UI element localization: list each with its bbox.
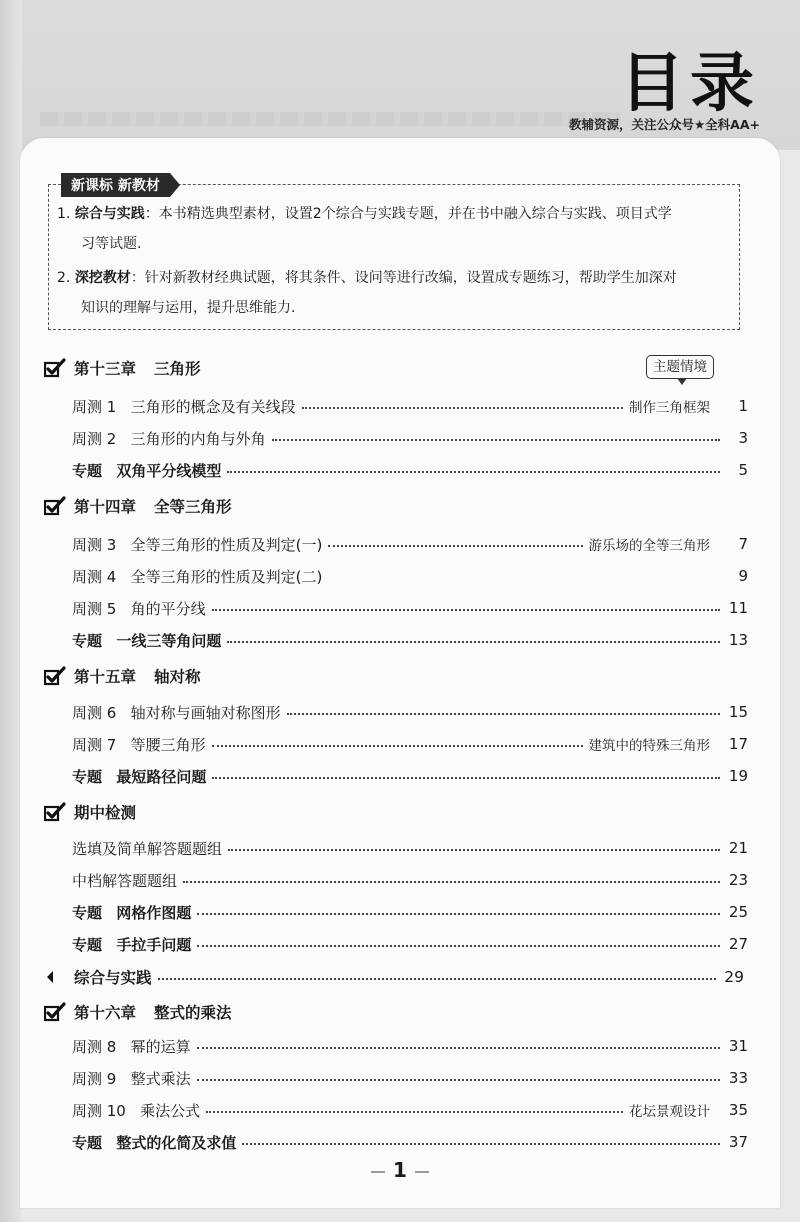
chapter-14-heading[interactable]: 第十四章 全等三角形: [44, 494, 744, 518]
page-subtitle: 教辅资源，关注公众号★全科AA+: [568, 117, 760, 132]
page-number: 1: [0, 1158, 800, 1182]
theme-badge: 主题情境: [646, 355, 714, 379]
checkmark-icon: [44, 802, 66, 822]
toc-entry[interactable]: 专题 最短路径问题 19: [72, 767, 748, 786]
toc-entry[interactable]: 专题 手拉手问题 27: [72, 935, 748, 954]
notice-item-2: 2. 深挖教材：针对新教材经典试题，将其条件、设问等进行改编，设置成专题练习，帮助学生加深对 知识的理解与运用，提升思维能力.: [57, 270, 677, 316]
diamond-bullet-icon: [44, 967, 66, 987]
toc-entry[interactable]: 周测 10 乘法公式 花坛景观设计 35: [72, 1101, 748, 1120]
toc-entry[interactable]: 选填及简单解答题题组 21: [72, 839, 748, 858]
checkmark-icon: [44, 496, 66, 516]
toc-entry[interactable]: 周测 8 幂的运算 31: [72, 1037, 748, 1056]
notice-item-1: 1. 综合与实践：本书精选典型素材，设置2个综合与实践专题，并在书中融入综合与实践、项目式学 习等试题.: [57, 206, 672, 252]
page-title: 目录: [620, 47, 760, 121]
notice-tag: 新课标 新教材: [61, 173, 170, 197]
practice-heading[interactable]: 综合与实践 29: [44, 965, 744, 989]
chapter-13-heading[interactable]: 第十三章 三角形: [44, 356, 744, 380]
notice-item-head: 综合与实践: [74, 206, 145, 222]
toc-entry[interactable]: 周测 7 等腰三角形 建筑中的特殊三角形 17: [72, 735, 748, 754]
toc-entry[interactable]: 周测 9 整式乘法 33: [72, 1069, 748, 1088]
toc-entry[interactable]: 中档解答题题组 23: [72, 871, 748, 890]
chapter-16-heading[interactable]: 第十六章 整式的乘法: [44, 1000, 744, 1024]
checkmark-icon: [44, 1002, 66, 1022]
checkmark-icon: [44, 666, 66, 686]
toc-entry[interactable]: 周测 2 三角形的内角与外角 3: [72, 429, 748, 448]
toc-entry[interactable]: 周测 3 全等三角形的性质及判定(一) 游乐场的全等三角形 7: [72, 535, 748, 554]
toc-entry[interactable]: 专题 一线三等角问题 13: [72, 631, 748, 650]
toc-entry[interactable]: 专题 整式的化简及求值 37: [72, 1133, 748, 1152]
toc-entry[interactable]: 专题 网格作图题 25: [72, 903, 748, 922]
page-left-edge: [0, 0, 22, 1222]
bleed-through-text: [40, 112, 620, 126]
toc-entry[interactable]: 专题 双角平分线模型 5: [72, 461, 748, 480]
notice-item-head: 深挖教材: [74, 270, 131, 286]
chapter-15-heading[interactable]: 第十五章 轴对称: [44, 664, 744, 688]
toc-entry[interactable]: 周测 1 三角形的概念及有关线段 制作三角框架 1: [72, 397, 748, 416]
toc-entry[interactable]: 周测 6 轴对称与画轴对称图形 15: [72, 703, 748, 722]
midterm-heading[interactable]: 期中检测: [44, 800, 744, 824]
notice-box: [48, 178, 740, 330]
checkmark-icon: [44, 358, 66, 378]
toc-entry[interactable]: 周测 5 角的平分线 11: [72, 599, 748, 618]
toc-entry[interactable]: 周测 4 全等三角形的性质及判定(二) 9: [72, 567, 748, 586]
